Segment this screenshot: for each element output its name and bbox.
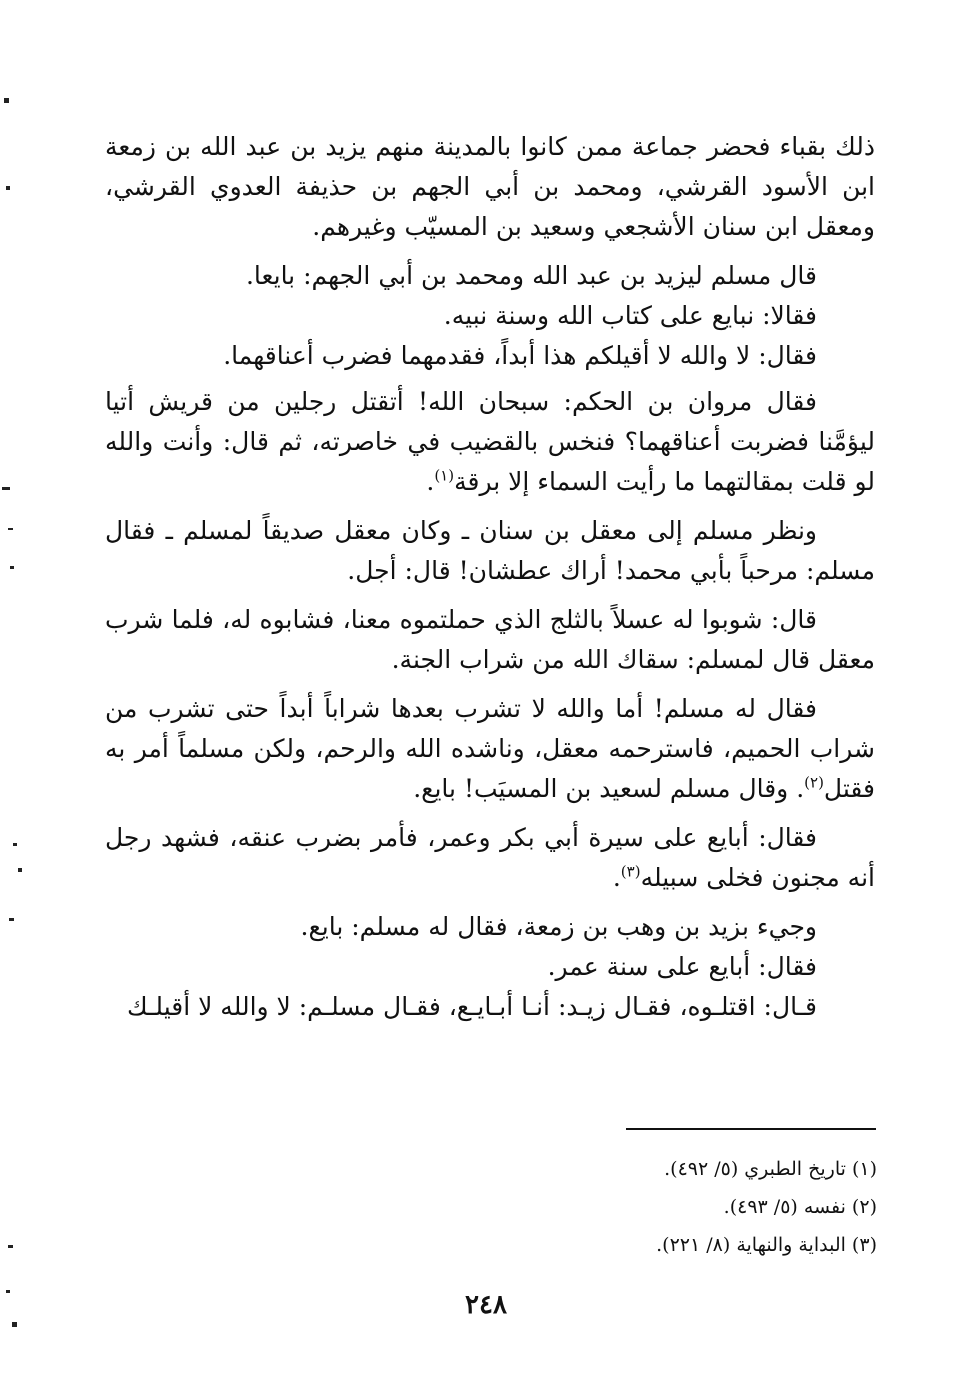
main-text xyxy=(105,127,875,1027)
scan-speck xyxy=(12,1322,17,1327)
paragraph-8-text: فقال له مسلم! أما والله لا تشرب بعدها شراباً أبداً حتى تشرب من شراب الحميم، فاسترحمه معقل، وناشده الله والرحم، ولكن مسلماً أمر به فقتل xyxy=(105,694,875,803)
paragraph-8-tail: . وقال مسلم لسعيد بن المسيَب! بايع. xyxy=(413,774,805,803)
paragraph-4: فقال: لا والله لا أقيلكم هذا أبداً، فقدمهما فضرب أعناقهما. xyxy=(223,341,817,370)
scan-speck xyxy=(8,528,13,530)
scan-speck xyxy=(13,843,17,846)
footnote-2: (٢) نفسه (٥/ ٤٩٣). xyxy=(723,1196,877,1218)
footnote-ref-1: (١) xyxy=(434,466,455,485)
paragraph-9 xyxy=(105,818,875,898)
scan-speck xyxy=(9,918,14,921)
paragraph-11: فقال: أبايع على سنة عمر. xyxy=(547,952,817,981)
scan-speck xyxy=(4,98,9,103)
paragraph-9-text: فقال: أبايع على سيرة أبي بكر وعمر، فأمر بضرب عنقه، فشهد رجل أنه مجنون فخلى سبيله xyxy=(105,823,875,892)
paragraph-5-tail: . xyxy=(426,467,435,496)
paragraph-9-tail: . xyxy=(612,863,621,892)
footnote-divider xyxy=(626,1128,876,1130)
paragraph-2: قال مسلم ليزيد بن عبد الله ومحمد بن أبي الجهم: بايعا. xyxy=(245,261,817,290)
footnotes xyxy=(505,1150,877,1264)
footnote-1: (١) تاريخ الطبري (٥/ ٤٩٢). xyxy=(664,1158,877,1180)
scan-speck xyxy=(2,487,10,490)
footnote-ref-2: (٢) xyxy=(804,773,824,792)
scan-speck xyxy=(10,566,14,569)
footnote-ref-3: (٣) xyxy=(620,862,641,881)
scan-speck xyxy=(18,868,22,872)
scan-speck xyxy=(6,1290,10,1293)
paragraph-6: ونظر مسلم إلى معقل بن سنان ـ وكان معقل صديقاً لمسلم ـ فقال مسلم: مرحباً بأبي محمد! أراك عطشان! قال: أجل. xyxy=(105,516,875,585)
paragraph-1: ذلك بقباء فحضر جماعة ممن كانوا بالمدينة منهم يزيد بن عبد الله بن زمعة ابن الأسود القرشي، ومحمد بن أبي الجهم بن حذيفة العدوي القرشي، ومعقل ابن سنان الأشجعي وسعيد بن المسيّب وغيرهم. xyxy=(105,132,875,241)
footnote-3: (٣) البداية والنهاية (٨/ ٢٢١). xyxy=(656,1234,877,1256)
paragraph-8 xyxy=(105,689,875,809)
paragraph-5-text: فقال مروان بن الحكم: سبحان الله! أتقتل رجلين من قريش أتيا ليؤمَّنا فضربت أعناقهما؟ فنخس بالقضيب في خاصرته، ثم قال: وأنت والله لو قلت بمقالتهما ما رأيت السماء إلا برقة xyxy=(105,387,875,496)
paragraph-5 xyxy=(105,382,875,502)
paragraph-7: قال: شوبوا له عسلاً بالثلج الذي حملتموه معنا، فشابوه له، فلما شرب معقل قال لمسلم: سقاك الله من شراب الجنة. xyxy=(105,605,875,674)
paragraph-12: قـال: اقتلـوه، فقـال زيـد: أنـا أبـايـع، فقـال مسلـم: لا والله لا أقيلـك xyxy=(127,992,817,1021)
paragraph-10: وجيء بزيد بن وهب بن زمعة، فقال له مسلم: بايع. xyxy=(300,912,817,941)
paragraph-3: فقالا: نبايع على كتاب الله وسنة نبيه. xyxy=(443,301,817,330)
scan-speck xyxy=(6,186,10,190)
page-number: ٢٤٨ xyxy=(465,1290,507,1320)
scan-speck xyxy=(8,1245,13,1248)
